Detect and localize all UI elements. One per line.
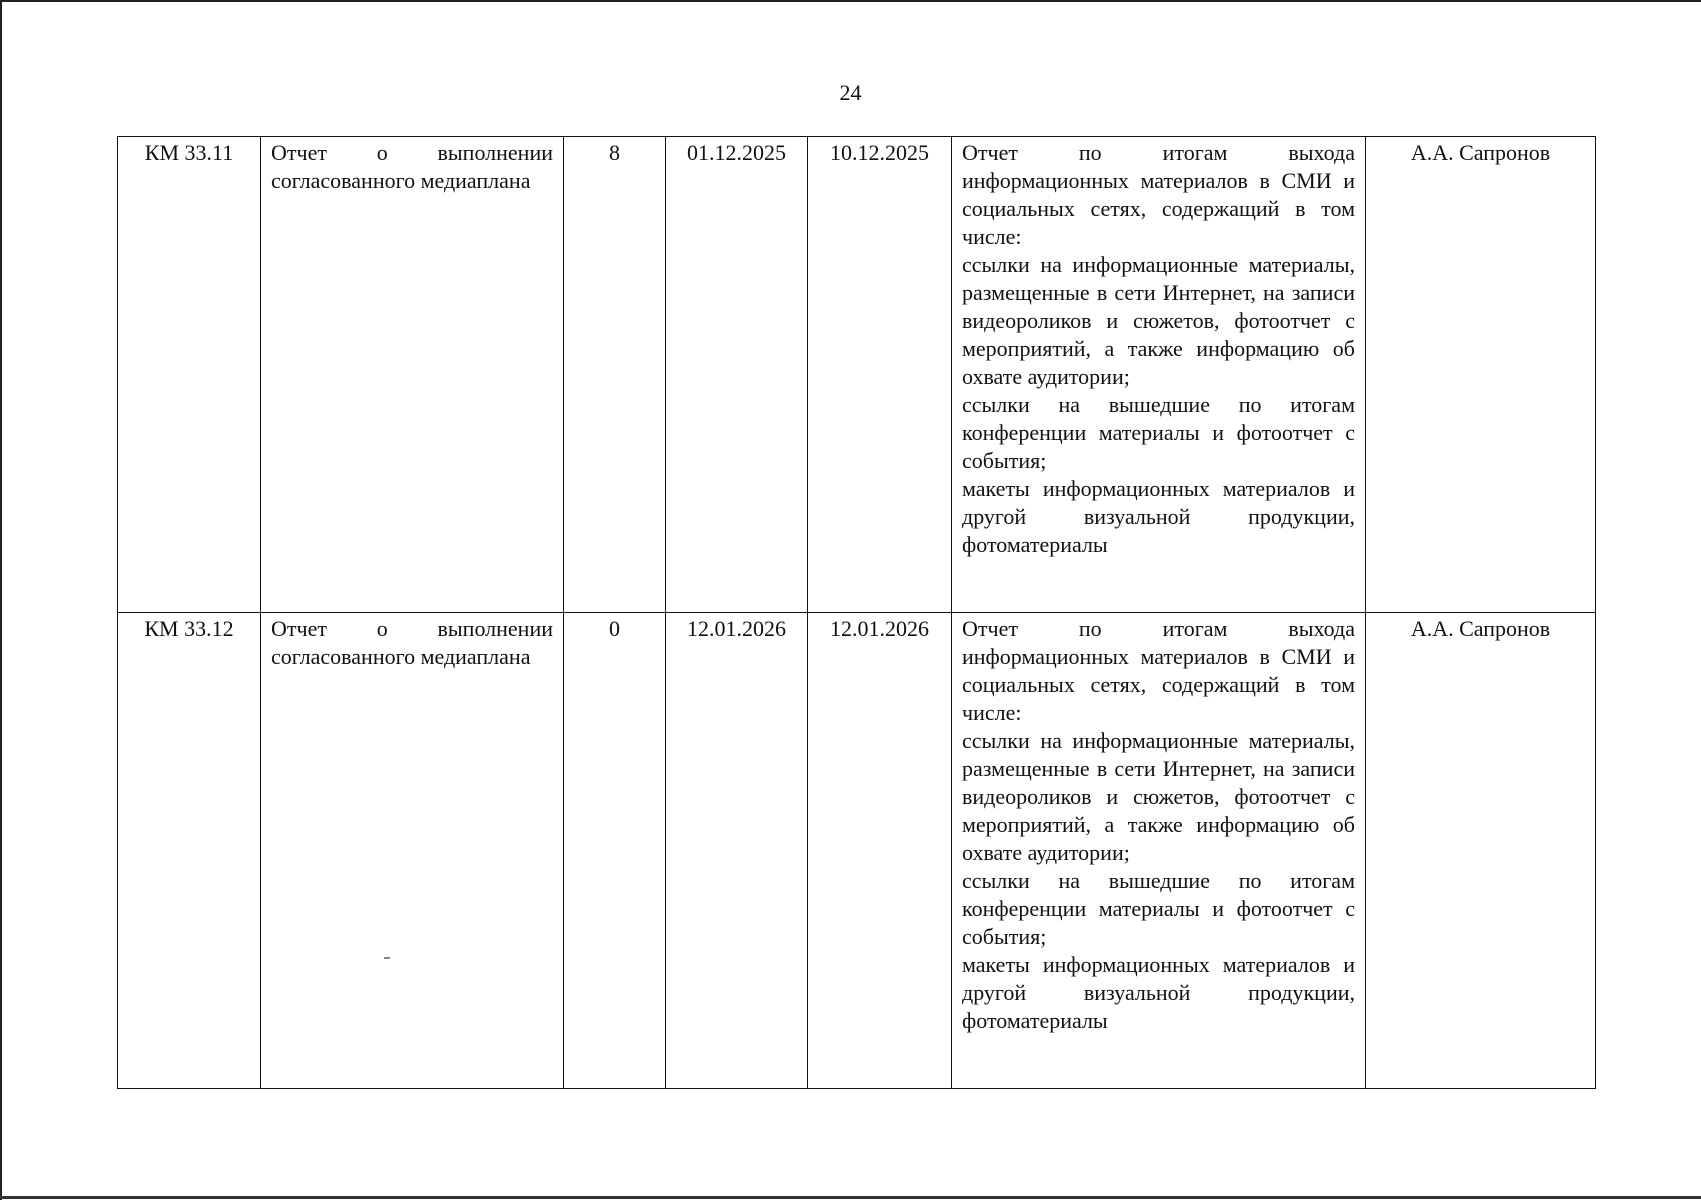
name-text: Отчет о выполнении согласованного медиаплана <box>271 140 553 193</box>
table-row <box>118 137 1596 613</box>
description-paragraph: ссылки на вышедшие по итогам конференции материалы и фотоотчет с события; <box>962 868 1355 949</box>
description-paragraph: Отчет по итогам выхода информационных материалов в СМИ и социальных сетях, содержащий в том числе: <box>962 616 1355 725</box>
cell-start-date: 12.01.2026 <box>666 613 808 1089</box>
cell-name <box>261 613 564 1089</box>
cell-end-date: 12.01.2026 <box>808 613 952 1089</box>
cell-responsible: А.А. Сапронов <box>1366 137 1596 613</box>
cell-description <box>952 137 1366 613</box>
cell-description <box>952 613 1366 1089</box>
scan-speck <box>384 957 390 959</box>
page-number: 24 <box>839 80 862 105</box>
cell-responsible: А.А. Сапронов <box>1366 613 1596 1089</box>
description-paragraph: ссылки на вышедшие по итогам конференции материалы и фотоотчет с события; <box>962 392 1355 473</box>
description-paragraph: ссылки на информационные материалы, размещенные в сети Интернет, на записи видеороликов и сюжетов, фотоотчет с мероприятий, а также информацию об охвате аудитории; <box>962 252 1355 389</box>
cell-number: 8 <box>564 137 666 613</box>
description-paragraph: макеты информационных материалов и другой визуальной продукции, фотоматериалы <box>962 476 1355 557</box>
description-paragraph: макеты информационных материалов и другой визуальной продукции, фотоматериалы <box>962 952 1355 1033</box>
cell-end-date: 10.12.2025 <box>808 137 952 613</box>
cell-name <box>261 137 564 613</box>
description-paragraph: ссылки на информационные материалы, размещенные в сети Интернет, на записи видеороликов и сюжетов, фотоотчет с мероприятий, а также информацию об охвате аудитории; <box>962 728 1355 865</box>
cell-code: КМ 33.11 <box>118 137 261 613</box>
name-text: Отчет о выполнении согласованного медиаплана <box>271 616 553 669</box>
scan-border-top <box>0 0 1701 2</box>
cell-code: КМ 33.12 <box>118 613 261 1089</box>
description-paragraph: Отчет по итогам выхода информационных материалов в СМИ и социальных сетях, содержащий в том числе: <box>962 140 1355 249</box>
control-points-table <box>117 136 1596 1089</box>
cell-number: 0 <box>564 613 666 1089</box>
scan-border-bottom <box>0 1196 1701 1199</box>
cell-start-date: 01.12.2025 <box>666 137 808 613</box>
table-row <box>118 613 1596 1089</box>
scan-border-left <box>0 0 2 1200</box>
